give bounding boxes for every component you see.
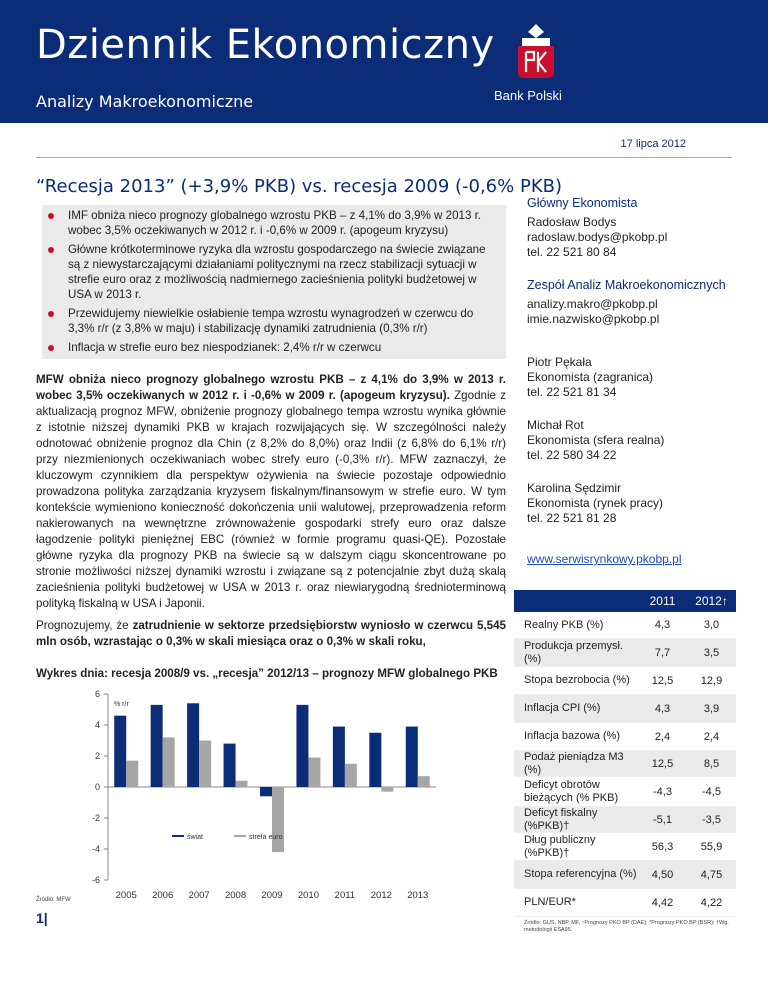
cell-2011: 12,5 <box>651 674 674 687</box>
table-source: Źródło: GUS, NBP, MF, ↑Prognozy PKO BP (DAE); *Prognozy PKO BP (BSR); †Wg. metodologii ESA95. <box>524 920 729 933</box>
cell-2012: 4,75 <box>700 868 723 881</box>
bar-strefa-euro-2011 <box>345 764 357 787</box>
cell-2012: -3,5 <box>702 813 721 826</box>
chief-economist-block <box>527 196 737 260</box>
cell-2011: 2,4 <box>654 730 671 743</box>
bar-strefa-euro-2009 <box>272 787 284 852</box>
contact-name: Karolina Sędzimir <box>527 481 622 495</box>
contact-email[interactable]: radoslaw.bodys@pkobp.pl <box>527 230 668 244</box>
contact-role: Ekonomista (zagranica) <box>527 370 654 384</box>
publication-subtitle: Analizy Makroekonomiczne <box>36 92 254 111</box>
bar-świat-2010 <box>296 705 308 787</box>
bullet-text: Przewidujemy niewielkie osłabienie tempa wzrostu wynagrodzeń w czerwcu do 3,3% r/r (z 3,8% w maju) i stabilizację dynamiki zatrudnienia (0,3% r/r) <box>68 307 474 335</box>
row-label: Deficyt obrotów bieżących (% PKB) <box>524 778 619 804</box>
x-tick-label: 2009 <box>261 890 283 901</box>
bar-świat-2012 <box>369 733 381 787</box>
cell-2011: 4,3 <box>654 619 671 631</box>
cell-2012: 12,9 <box>700 674 723 687</box>
page-number-value: 1 <box>36 910 44 926</box>
forecast-table <box>514 590 736 934</box>
cell-2011: 4,3 <box>654 702 671 715</box>
row-label: Podaż pieniądza M3 (%) <box>524 750 624 776</box>
table-row <box>514 807 736 833</box>
page-title: “Recesja 2013” (+3,9% PKB) vs. recesja 2009 (-0,6% PKB) <box>36 176 562 197</box>
bar-strefa-euro-2007 <box>199 741 211 788</box>
table-row <box>514 667 736 695</box>
table-row <box>514 723 736 751</box>
table-row <box>514 612 736 639</box>
legend-label: świat <box>187 834 203 841</box>
x-tick-label: 2010 <box>297 890 320 901</box>
bar-strefa-euro-2013 <box>418 776 430 787</box>
paragraph-text: Prognozujemy, że <box>36 619 133 632</box>
bullet-icon <box>48 345 54 351</box>
cell-2012: 3,5 <box>703 646 720 659</box>
page-number <box>36 910 48 926</box>
contact-phone: tel. 22 521 81 34 <box>527 385 617 399</box>
cell-2011: 12,5 <box>651 757 674 770</box>
publication-title: Dziennik Ekonomiczny <box>36 22 495 68</box>
pko-logo-icon <box>514 22 558 82</box>
bar-strefa-euro-2012 <box>381 787 393 792</box>
contact-name: Radosław Bodys <box>527 215 617 229</box>
gdp-bar-chart <box>36 686 508 906</box>
table-header <box>514 590 736 612</box>
paragraph-lead: zatrudnienie w sektorze przedsiębiorstw wyniosło w czerwcu 5,545 mln osób, wzrastając o 0,3% w skali miesiąca oraz o 0,3% w skali roku, <box>36 619 506 648</box>
x-tick-label: 2008 <box>224 890 247 901</box>
paragraph <box>36 618 506 650</box>
bullet-icon <box>48 213 54 219</box>
header-bar <box>0 0 768 123</box>
table-row <box>514 695 736 723</box>
row-label: Produkcja przemysł. (%) <box>524 639 624 665</box>
table-row <box>514 751 736 777</box>
bar-świat-2005 <box>114 716 126 787</box>
cell-2011: 56,3 <box>651 840 674 853</box>
cell-2012: 2,4 <box>703 730 720 743</box>
chart-caption: Wykres dnia: recesja 2008/9 vs. „recesja” 2012/13 – prognozy MFW globalnego PKB <box>36 667 498 680</box>
legend-swatch <box>172 835 184 837</box>
row-label: Stopa referencyjna (%) <box>524 868 637 880</box>
table-row <box>514 889 736 917</box>
column-header: 2012↑ <box>695 594 728 608</box>
paragraph-text: Zgodnie z aktualizacją prognoz MFW, obniżenie prognozy globalnego tempa wzrostu wynika głównie z istotnie niższej dynamiki PKB w krajach rozwijających się. W szczególności należy odnotować obniżenie prognoz dla Chin (z 8,2% do 8,0%) oraz Indii (z 6,8% do 6,1% r/r) przy niezmienionych oczekiwaniach wobec strefy euro (-0,3% r/r). MFW zaznaczył, że kluczowym czynnikiem dla perspektyw ożywienia na świecie pozostaje odpowiednio prowadzona polityka zarządzania kryzysem fiskalnym/finansowym w strefie euro. W tym kontekście wymieniono konieczność dokończenia unii walutowej, przeprowadzenia reform nakierowanych na wewnętrzne zrównoważenie gospodarki strefy euro oraz dalsze łagodzenie polityki pieniężnej EBC (również w formie programu quasi-QE). Pozostałe główne ryzyka dla prognozy PKB na świecie są w dalszym ciągu skoncentrowane po stronie możliwości niższej dynamiki wzrostu i związane są z potencjalnie zbyt dużą skalą zacieśnienia polityki budżetowej w USA w 2013 r. oraz niewiarygodną średnioterminową polityką fiskalną w USA i Japonii. <box>36 389 506 610</box>
y-tick-label: 2 <box>94 751 100 761</box>
y-axis-label: % r/r <box>114 701 129 708</box>
bar-świat-2008 <box>224 744 236 787</box>
contact-sidebar <box>527 196 737 567</box>
y-tick-label: -2 <box>91 813 100 823</box>
contact-name: Michał Rot <box>527 418 584 432</box>
chart-source: Źródło: MFW <box>36 897 71 903</box>
bar-świat-2006 <box>151 705 163 787</box>
person-block <box>527 355 737 400</box>
row-label: Inflacja bazowa (%) <box>524 730 620 742</box>
x-tick-label: 2012 <box>370 890 392 901</box>
table-row <box>514 639 736 667</box>
contact-phone: tel. 22 521 80 84 <box>527 245 617 259</box>
bullet-icon <box>48 311 54 317</box>
y-tick-label: 4 <box>94 720 100 730</box>
contact-role: Ekonomista (rynek pracy) <box>527 496 664 510</box>
bar-świat-2007 <box>187 703 199 787</box>
bullet-text: Główne krótkoterminowe ryzyka dla wzrostu gospodarczego na świecie związane są z niewystarczającymi działaniami politycznymi na rzecz stabilizacji sytuacji w strefie euro oraz z możliwością nadmiernego zacieśnienia polityki budżetowej w USA w 2013 r. <box>68 243 486 301</box>
article-body <box>36 372 506 656</box>
bullet-text: Inflacja w strefie euro bez niespodzianek: 2,4% r/r w czerwcu <box>68 341 382 354</box>
y-tick-label: 0 <box>94 782 100 792</box>
bar-świat-2009 <box>260 787 272 796</box>
cell-2011: 4,50 <box>651 868 674 881</box>
row-label: Dług publiczny (%PKB)† <box>524 833 596 859</box>
contact-phone: tel. 22 580 34 22 <box>527 448 617 462</box>
bar-strefa-euro-2006 <box>163 737 175 787</box>
cell-2011: 7,7 <box>654 646 671 659</box>
bullet-text: IMF obniża nieco prognozy globalnego wzrostu PKB – z 4,1% do 3,9% w 2013 r. wobec 3,5% oczekiwanych w 2012 r. i -0,6% w 2009 r. (apogeum kryzysu) <box>68 209 482 237</box>
contact-phone: tel. 22 521 81 28 <box>527 511 617 525</box>
legend-label: strefa euro <box>249 834 283 841</box>
legend-swatch <box>234 835 246 837</box>
cell-2012: 3,9 <box>703 702 720 715</box>
table-row <box>514 861 736 889</box>
issue-date: 17 lipca 2012 <box>620 138 686 150</box>
row-label: Stopa bezrobocia (%) <box>524 674 630 686</box>
cell-2012: 4,22 <box>700 896 723 909</box>
bullet-item <box>42 242 500 302</box>
y-tick-label: -4 <box>91 844 100 854</box>
cell-2011: -5,1 <box>653 813 672 826</box>
bullet-item <box>42 208 500 238</box>
x-tick-label: 2007 <box>188 890 210 901</box>
bar-świat-2011 <box>333 727 345 787</box>
y-tick-label: -6 <box>91 875 100 885</box>
cell-2012: 3,0 <box>703 619 720 631</box>
page-number-bar: | <box>43 910 48 926</box>
table-row <box>514 833 736 861</box>
row-label: PLN/EUR* <box>524 896 576 908</box>
cell-2011: 4,42 <box>651 896 674 909</box>
bank-name: Bank Polski <box>494 88 562 103</box>
bar-strefa-euro-2008 <box>236 781 248 787</box>
paragraph-lead: MFW obniża nieco prognozy globalnego wzrostu PKB – z 4,1% do 3,9% w 2013 r. wobec 3,5% oczekiwanych w 2012 r. i -0,6% w 2009 r. (apogeum kryzysu). <box>36 373 506 402</box>
row-label: Realny PKB (%) <box>524 618 604 631</box>
row-label: Deficyt fiskalny (%PKB)† <box>524 806 598 832</box>
paragraph <box>36 372 506 612</box>
x-tick-label: 2005 <box>115 890 137 901</box>
bar-strefa-euro-2005 <box>126 761 138 787</box>
contact-name: Piotr Pękała <box>527 355 592 369</box>
divider <box>36 157 732 158</box>
person-block <box>527 481 737 526</box>
bullet-item <box>42 306 500 336</box>
contact-role: Ekonomista (sfera realna) <box>527 433 665 447</box>
section-heading: Zespół Analiz Makroekonomicznych <box>527 278 726 292</box>
bar-strefa-euro-2010 <box>308 758 320 787</box>
website-link[interactable]: www.serwisrynkowy.pkobp.pl <box>527 552 682 566</box>
website-link-wrap <box>527 552 737 567</box>
cell-2012: -4,5 <box>702 785 721 798</box>
y-tick-label: 6 <box>94 689 100 699</box>
person-block <box>527 418 737 463</box>
x-tick-label: 2013 <box>407 890 429 901</box>
x-tick-label: 2011 <box>334 890 356 901</box>
team-block <box>527 278 737 327</box>
cell-2012: 8,5 <box>703 757 720 770</box>
cell-2012: 55,9 <box>700 840 723 853</box>
column-header: 2011 <box>649 594 676 608</box>
table-row <box>514 777 736 807</box>
cell-2011: -4,3 <box>653 785 672 798</box>
contact-email[interactable]: imie.nazwisko@pkobp.pl <box>527 312 660 326</box>
bar-świat-2013 <box>406 727 418 787</box>
bullet-icon <box>48 247 54 253</box>
x-tick-label: 2006 <box>152 890 174 901</box>
row-label: Inflacja CPI (%) <box>524 702 601 714</box>
section-heading: Główny Ekonomista <box>527 196 638 210</box>
key-points <box>42 205 506 359</box>
contact-email[interactable]: analizy.makro@pkobp.pl <box>527 297 658 311</box>
bullet-item <box>42 340 500 355</box>
